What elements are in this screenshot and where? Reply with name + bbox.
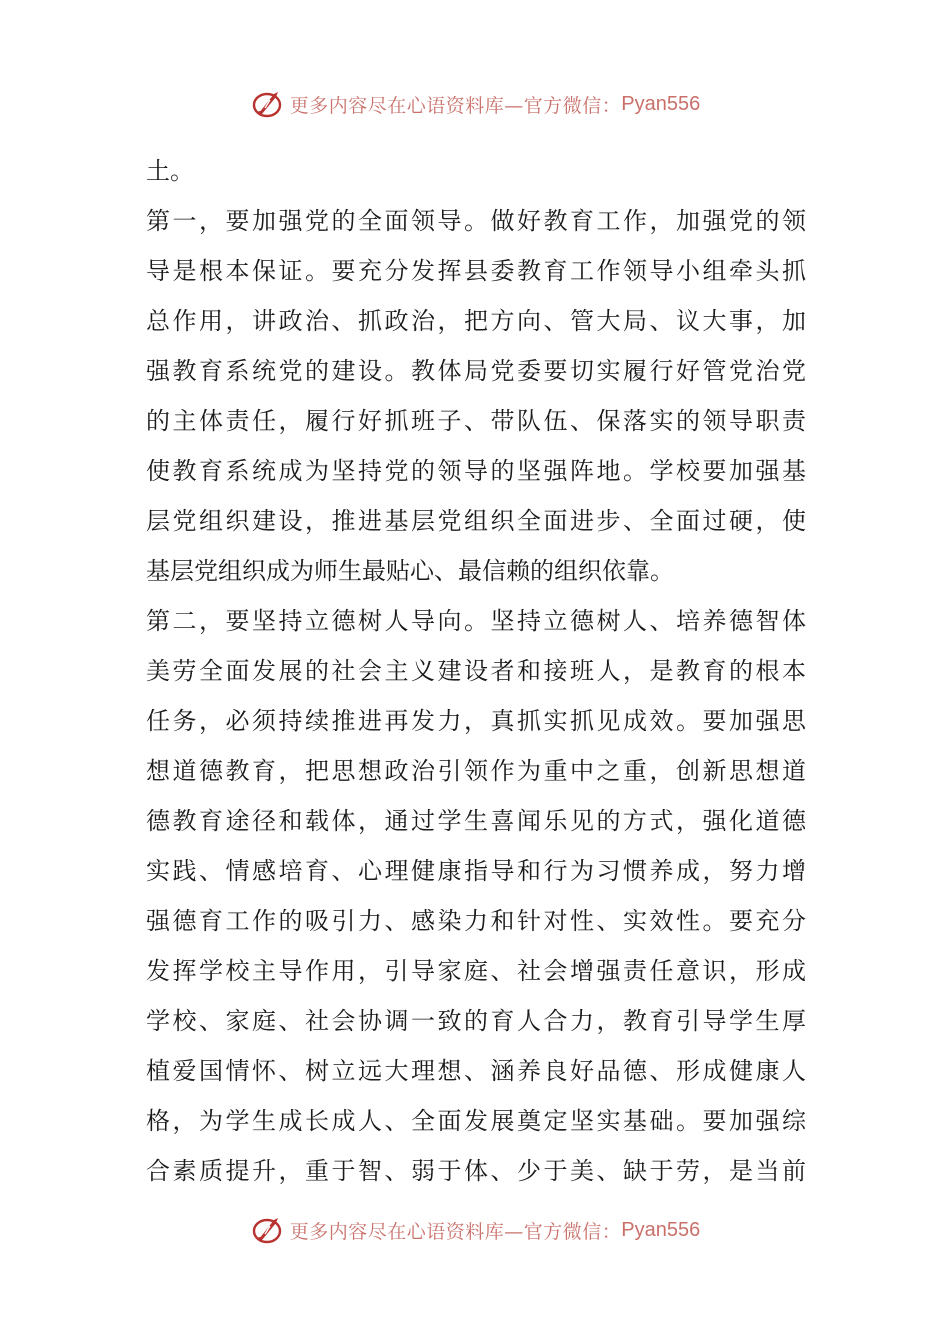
text-line: 强 德 育 工 作 的 吸 引 力 、 感 染 力 和 针 对 性 、 实 效 性 。 要 充 分: [146, 907, 806, 935]
text-line: 第 一 ， 要 加 强 党 的 全 面 领 导 。 做 好 教 育 工 作 ， 加 强 党 的 领: [146, 207, 806, 235]
header-banner-inner: [250, 86, 700, 122]
footer-banner-text: 更多内容尽在心语资料库—官方微信：: [289, 1220, 622, 1243]
text-line: 总 作 用 ， 讲 政 治 、 抓 政 治 ， 把 方 向 、 管 大 局 、 议 大 事 ， 加: [146, 307, 806, 335]
header-banner: [0, 84, 950, 124]
text-line: 植 爱 国 情 怀 、 树 立 远 大 理 想 、 涵 养 良 好 品 德 、 形 成 健 康 人: [146, 1057, 806, 1085]
text-line: 基层党组织成为师生最贴心、最信赖的组织依靠。: [146, 557, 674, 585]
text-line: 实 践 、 情 感 培 育 、 心 理 健 康 指 导 和 行 为 习 惯 养 成 ， 努 力 增: [146, 857, 806, 885]
text-line: 导 是 根 本 保 证 。 要 充 分 发 挥 县 委 教 育 工 作 领 导 小 组 牵 头 抓: [146, 257, 806, 285]
quill-logo-icon: [250, 1212, 286, 1248]
footer-wechat-id: Pyan556: [621, 1218, 701, 1241]
text-line: 德 教 育 途 径 和 载 体 ， 通 过 学 生 喜 闻 乐 见 的 方 式 ， 强 化 道 德: [146, 807, 806, 835]
text-line: 强 教 育 系 统 党 的 建 设 。 教 体 局 党 委 要 切 实 履 行 好 管 党 治 党: [146, 357, 806, 385]
text-line: 任 务 ， 必 须 持 续 推 进 再 发 力 ， 真 抓 实 抓 见 成 效 。 要 加 强 思: [146, 707, 806, 735]
footer-banner: [0, 1210, 950, 1250]
text-line: 土。: [146, 157, 194, 185]
text-line: 学 校 、 家 庭 、 社 会 协 调 一 致 的 育 人 合 力 ， 教 育 引 导 学 生 厚: [146, 1007, 806, 1035]
text-line: 第 二 ， 要 坚 持 立 德 树 人 导 向 。 坚 持 立 德 树 人 、 培 养 德 智 体: [146, 607, 806, 635]
text-line: 想 道 德 教 育 ， 把 思 想 政 治 引 领 作 为 重 中 之 重 ， 创 新 思 想 道: [146, 757, 806, 785]
text-line: 的 主 体 责 任 ， 履 行 好 抓 班 子 、 带 队 伍 、 保 落 实 的 领 导 职 责: [146, 407, 806, 435]
text-line: 发 挥 学 校 主 导 作 用 ， 引 导 家 庭 、 社 会 增 强 责 任 意 识 ， 形 成: [146, 957, 806, 985]
text-line: 层 党 组 织 建 设 ， 推 进 基 层 党 组 织 全 面 进 步 、 全 面 过 硬 ， 使: [146, 507, 806, 535]
text-line: 合 素 质 提 升 ， 重 于 智 、 弱 于 体 、 少 于 美 、 缺 于 劳 ， 是 当 前: [146, 1157, 806, 1185]
text-line: 使 教 育 系 统 成 为 坚 持 党 的 领 导 的 坚 强 阵 地 。 学 校 要 加 强 基: [146, 457, 806, 485]
quill-logo-icon: [250, 86, 286, 122]
text-line: 美 劳 全 面 发 展 的 社 会 主 义 建 设 者 和 接 班 人 ， 是 教 育 的 根 本: [146, 657, 806, 685]
footer-banner-inner: [250, 1212, 700, 1248]
header-banner-text: 更多内容尽在心语资料库—官方微信：: [289, 94, 622, 117]
text-line: 格 ， 为 学 生 成 长 成 人 、 全 面 发 展 奠 定 坚 实 基 础 。 要 加 强 综: [146, 1107, 806, 1135]
header-wechat-id: Pyan556: [621, 92, 701, 115]
document-body: [146, 146, 806, 1196]
